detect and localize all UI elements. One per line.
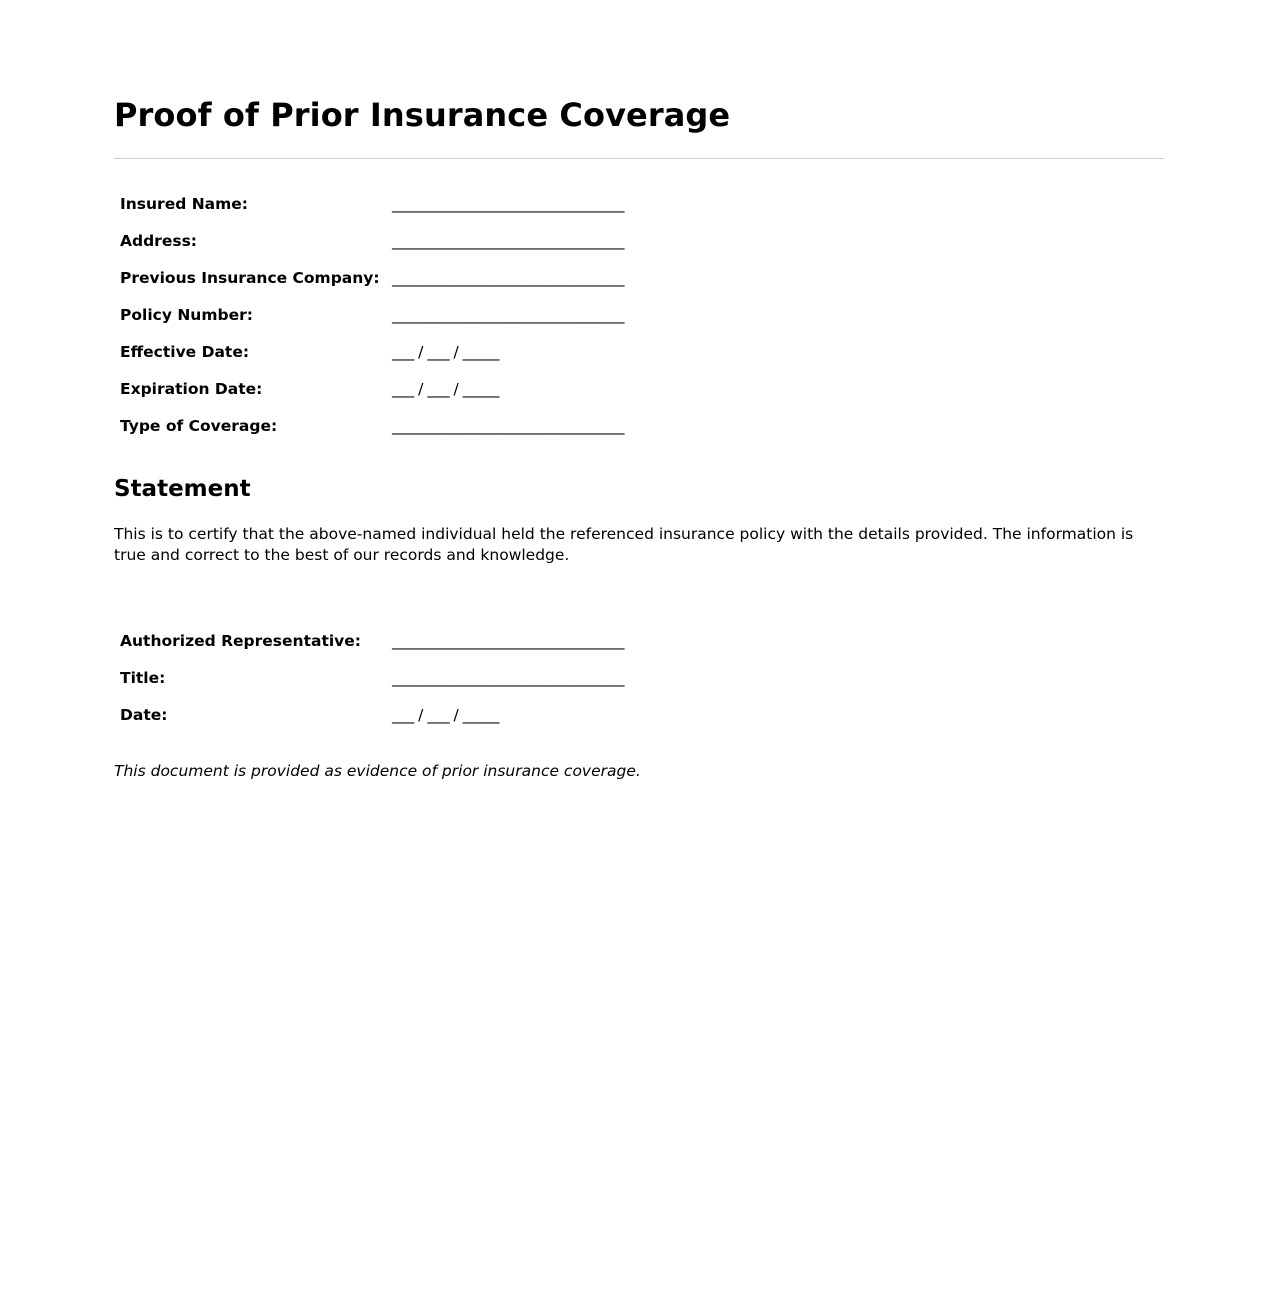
expiration-date-blank: ___ / ___ / _____ — [392, 379, 499, 398]
field-row-policy-number — [114, 296, 630, 333]
effective-date-label: Effective Date: — [120, 342, 250, 361]
page-title: Proof of Prior Insurance Coverage — [114, 96, 731, 134]
policy-number-label: Policy Number: — [120, 305, 253, 324]
previous-insurance-company-blank: ________________________________ — [392, 268, 624, 287]
title-label: Title: — [120, 668, 166, 687]
title-blank: ________________________________ — [392, 668, 624, 687]
field-row-effective-date — [114, 333, 630, 370]
address-blank: ________________________________ — [392, 231, 624, 250]
insured-name-label: Insured Name: — [120, 194, 249, 213]
field-row-type-of-coverage — [114, 407, 630, 444]
field-row-authorized-representative — [114, 622, 630, 659]
statement-heading: Statement — [114, 476, 251, 502]
insured-name-blank: ________________________________ — [392, 194, 624, 213]
expiration-date-label: Expiration Date: — [120, 379, 263, 398]
effective-date-blank: ___ / ___ / _____ — [392, 342, 499, 361]
field-row-expiration-date — [114, 370, 630, 407]
statement-text: This is to certify that the above-named individual held the referenced insurance policy with the details provided. The information is true and correct to the best of our records and knowledge. — [114, 525, 1134, 564]
date-blank: ___ / ___ / _____ — [392, 705, 499, 724]
signature-table — [114, 622, 630, 733]
title-divider — [114, 158, 1164, 159]
previous-insurance-company-label: Previous Insurance Company: — [120, 268, 380, 287]
authorized-representative-label: Authorized Representative: — [120, 631, 361, 650]
address-label: Address: — [120, 231, 197, 250]
field-row-date — [114, 696, 630, 733]
field-row-address — [114, 222, 630, 259]
policy-number-blank: ________________________________ — [392, 305, 624, 324]
type-of-coverage-label: Type of Coverage: — [120, 416, 278, 435]
authorized-representative-blank: ________________________________ — [392, 631, 624, 650]
field-row-title — [114, 659, 630, 696]
insurance-details-table — [114, 185, 630, 444]
field-row-insured-name — [114, 185, 630, 222]
type-of-coverage-blank: ________________________________ — [392, 416, 624, 435]
footer-note: This document is provided as evidence of prior insurance coverage. — [114, 762, 641, 780]
field-row-previous-insurance-company — [114, 259, 630, 296]
date-label: Date: — [120, 705, 168, 724]
